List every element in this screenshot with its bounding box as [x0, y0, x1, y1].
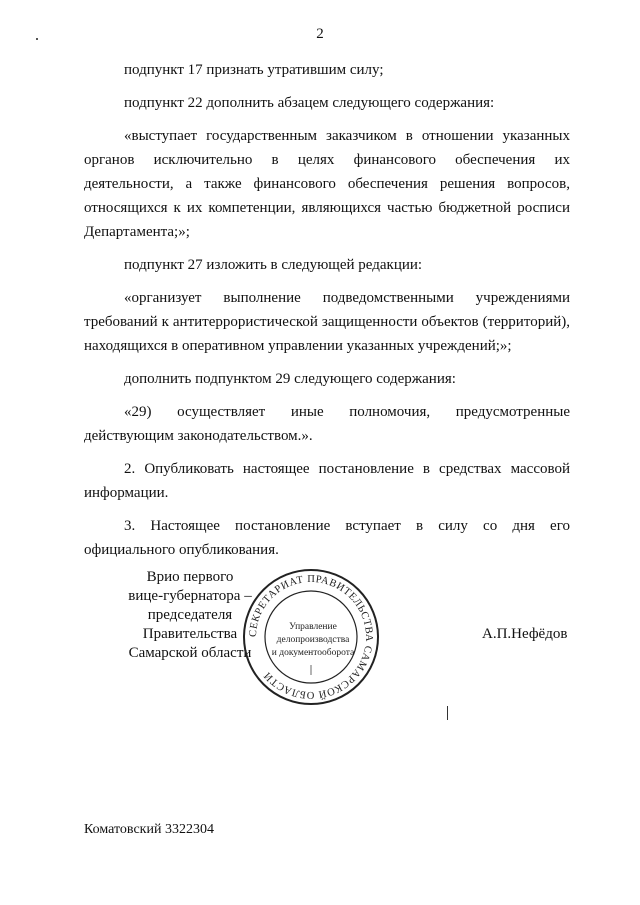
paragraph-6: дополнить подпунктом 29 следующего содержания:	[124, 371, 456, 387]
paragraph-8: 2. Опубликовать настоящее постановление в средствах массовой информации.	[84, 461, 570, 501]
document-body	[84, 58, 570, 571]
stamp-center-line: и документооборота	[271, 648, 355, 658]
signatory-title-line: Врио первого	[146, 569, 234, 585]
stamp-center-line: Управление	[289, 622, 337, 632]
page-number: 2	[316, 26, 324, 42]
paragraph-4: подпункт 27 изложить в следующей редакции:	[124, 257, 423, 273]
paragraph-5: «организует выполнение подведомственными учреждениями требований к антитеррористической защищенности объектов (территорий), находящихся в оперативном управлении указанных учреждений;»;	[84, 290, 570, 354]
official-stamp	[241, 567, 381, 707]
signatory-title-line: председателя Правительства	[142, 607, 238, 642]
paragraph-7: «29) осуществляет иные полномочия, предусмотренные действующим законодательством.».	[84, 404, 570, 444]
stamp-center-line: делопроизводства	[276, 635, 350, 645]
stamp-ring-text: СЕКРЕТАРИАТ ПРАВИТЕЛЬСТВА САМАРСКОЙ ОБЛАСТИ	[247, 573, 375, 701]
pen-tick	[447, 706, 448, 720]
paragraph-9: 3. Настоящее постановление вступает в силу со дня его официального опубликования.	[84, 518, 570, 558]
signatory-name: А.П.Нефёдов	[482, 626, 568, 642]
paragraph-2: подпункт 22 дополнить абзацем следующего содержания:	[124, 95, 495, 111]
paragraph-1: подпункт 17 признать утратившим силу;	[124, 62, 384, 78]
executor-footer: Коматовский 3322304	[84, 822, 214, 837]
signatory-title-line: Самарской области	[128, 645, 252, 661]
signatory-title-line: вице-губернатора –	[128, 588, 252, 604]
paragraph-3: «выступает государственным заказчиком в отношении указанных органов исключительно в целях финансового обеспечения их деятельности, а также финансового обеспечения решения вопросов, относящихся к их компетенции, являющихся частью бюджетной росписи Департамента;»;	[84, 128, 570, 240]
